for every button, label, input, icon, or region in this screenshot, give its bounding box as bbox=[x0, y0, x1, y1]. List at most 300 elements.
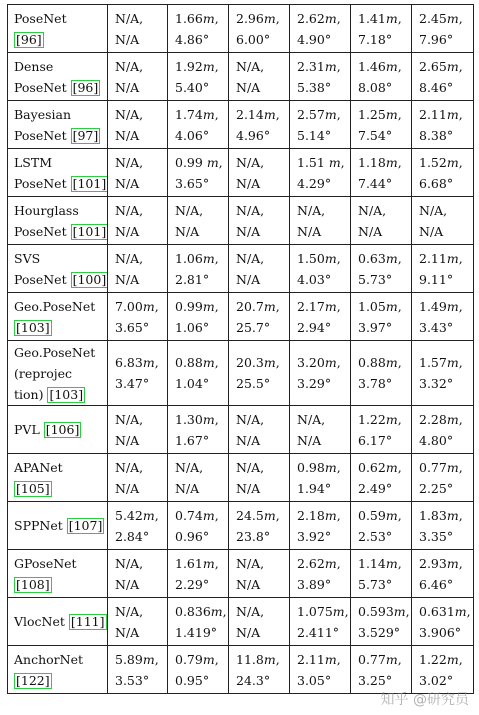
position-error: 1.41m, bbox=[358, 10, 402, 26]
orientation-error: N/A bbox=[236, 432, 261, 448]
result-cell bbox=[290, 101, 351, 149]
position-error: 0.593m, bbox=[358, 603, 410, 619]
method-name-line: SVS bbox=[14, 250, 41, 266]
watermark: 知乎 @研究员 bbox=[380, 692, 469, 708]
table-row bbox=[8, 646, 474, 694]
method-name-cell bbox=[8, 197, 108, 245]
orientation-error: 2.81° bbox=[175, 271, 210, 287]
orientation-error: 3.53° bbox=[115, 672, 150, 688]
method-name-cell bbox=[8, 646, 108, 694]
position-error: 1.075m, bbox=[297, 603, 349, 619]
result-cell bbox=[290, 454, 351, 502]
position-error: 2.31m, bbox=[297, 58, 341, 74]
result-cell bbox=[168, 293, 229, 341]
result-cell bbox=[168, 101, 229, 149]
orientation-error: 8.08° bbox=[358, 79, 393, 95]
method-name-cell bbox=[8, 454, 108, 502]
orientation-error: 3.89° bbox=[297, 576, 332, 592]
method-name-line: VlocNet [111] bbox=[14, 614, 105, 629]
position-error: 0.88m, bbox=[175, 355, 219, 370]
citation-link[interactable]: [106] bbox=[45, 422, 80, 437]
citation-link[interactable]: [100] bbox=[72, 271, 107, 287]
result-cell bbox=[229, 502, 290, 550]
position-error: N/A, bbox=[115, 58, 144, 74]
result-cell bbox=[168, 550, 229, 598]
position-error: 20.3m, bbox=[236, 355, 280, 370]
orientation-error: 4.86° bbox=[175, 31, 210, 47]
position-error: 1.92m, bbox=[175, 58, 219, 74]
orientation-error: 23.8° bbox=[236, 528, 271, 544]
orientation-error: 3.29° bbox=[297, 376, 332, 391]
table-row bbox=[8, 293, 474, 341]
result-cell bbox=[229, 598, 290, 646]
table-row bbox=[8, 598, 474, 646]
result-cell bbox=[290, 406, 351, 454]
position-error: 0.99 m, bbox=[175, 154, 223, 170]
orientation-error: 4.29° bbox=[297, 175, 332, 191]
position-error: N/A, bbox=[175, 202, 204, 218]
method-name-cell bbox=[8, 341, 108, 406]
orientation-error: 2.25° bbox=[419, 480, 454, 496]
position-error: N/A, bbox=[236, 603, 265, 619]
position-error: 2.11m, bbox=[419, 250, 463, 266]
orientation-error: 7.18° bbox=[358, 31, 393, 47]
result-cell bbox=[412, 341, 474, 406]
orientation-error: 4.90° bbox=[297, 31, 332, 47]
orientation-error: N/A bbox=[236, 79, 261, 95]
table-row bbox=[8, 454, 474, 502]
orientation-error: 2.84° bbox=[115, 528, 150, 544]
result-cell bbox=[108, 101, 168, 149]
table-row bbox=[8, 53, 474, 101]
method-name-line: PoseNet [100] bbox=[14, 271, 107, 287]
method-name-line: PVL [106] bbox=[14, 422, 80, 437]
position-error: 1.52m, bbox=[419, 154, 463, 170]
method-name-line bbox=[14, 317, 104, 338]
orientation-error: N/A bbox=[358, 223, 383, 239]
orientation-error: 2.94° bbox=[297, 319, 332, 335]
result-cell bbox=[229, 454, 290, 502]
position-error: 1.66m, bbox=[175, 10, 219, 26]
result-cell bbox=[108, 341, 168, 406]
result-cell bbox=[412, 406, 474, 454]
result-cell bbox=[108, 646, 168, 694]
position-error: 1.05m, bbox=[358, 298, 402, 314]
result-cell bbox=[412, 502, 474, 550]
result-cell bbox=[229, 53, 290, 101]
position-error: 20.7m, bbox=[236, 298, 280, 314]
orientation-error: 25.5° bbox=[236, 376, 271, 391]
position-error: 0.79m, bbox=[175, 651, 219, 667]
position-error: 0.59m, bbox=[358, 507, 402, 523]
citation-link[interactable]: [96] bbox=[72, 79, 99, 95]
orientation-error: 2.411° bbox=[297, 624, 340, 640]
result-cell bbox=[168, 646, 229, 694]
orientation-error: 5.73° bbox=[358, 576, 393, 592]
result-cell bbox=[108, 245, 168, 293]
method-name-line: AnchorNet bbox=[14, 651, 83, 667]
table-row bbox=[8, 406, 474, 454]
position-error: 2.11m, bbox=[419, 106, 463, 122]
position-error: 0.77m, bbox=[358, 651, 402, 667]
result-cell bbox=[229, 101, 290, 149]
orientation-error: 6.68° bbox=[419, 175, 454, 191]
result-cell bbox=[412, 5, 474, 53]
method-name-cell bbox=[8, 53, 108, 101]
method-name-line bbox=[14, 29, 104, 50]
result-cell bbox=[108, 550, 168, 598]
position-error: N/A, bbox=[115, 411, 144, 427]
orientation-error: 3.65° bbox=[115, 319, 150, 335]
citation-link[interactable]: [103] bbox=[49, 386, 84, 402]
position-error: 6.83m, bbox=[115, 355, 159, 370]
method-name-line: Dense bbox=[14, 58, 54, 74]
position-error: 1.25m, bbox=[358, 106, 402, 122]
result-cell bbox=[290, 293, 351, 341]
position-error: N/A, bbox=[175, 459, 204, 475]
orientation-error: 3.92° bbox=[297, 528, 332, 544]
orientation-error: 4.80° bbox=[419, 432, 454, 448]
orientation-error: N/A bbox=[115, 624, 140, 640]
result-cell bbox=[108, 53, 168, 101]
method-name-line: PoseNet [96] bbox=[14, 79, 99, 95]
position-error: 2.65m, bbox=[419, 58, 463, 74]
orientation-error: 5.73° bbox=[358, 271, 393, 287]
result-cell bbox=[351, 502, 412, 550]
result-cell bbox=[290, 598, 351, 646]
position-error: 2.62m, bbox=[297, 10, 341, 26]
position-error: N/A, bbox=[236, 154, 265, 170]
citation-link[interactable]: [103] bbox=[16, 319, 50, 335]
position-error: N/A, bbox=[236, 555, 265, 571]
position-error: N/A, bbox=[115, 202, 144, 218]
orientation-error: N/A bbox=[236, 271, 261, 287]
orientation-error: 6.46° bbox=[419, 576, 454, 592]
method-name-cell bbox=[8, 406, 108, 454]
result-cell bbox=[351, 341, 412, 406]
orientation-error: 3.32° bbox=[419, 376, 454, 391]
position-error: 2.18m, bbox=[297, 507, 341, 523]
result-cell bbox=[168, 454, 229, 502]
result-cell bbox=[229, 550, 290, 598]
position-error: 0.74m, bbox=[175, 507, 219, 523]
orientation-error: 4.06° bbox=[175, 127, 210, 143]
method-name-line: Bayesian bbox=[14, 106, 72, 122]
position-error: 2.45m, bbox=[419, 10, 463, 26]
position-error: N/A, bbox=[115, 603, 144, 619]
result-cell bbox=[108, 5, 168, 53]
position-error: 0.62m, bbox=[358, 459, 402, 475]
position-error: N/A, bbox=[115, 459, 144, 475]
orientation-error: 3.906° bbox=[419, 624, 462, 640]
method-name-line bbox=[14, 670, 104, 691]
position-error: N/A, bbox=[236, 411, 265, 427]
orientation-error: 7.44° bbox=[358, 175, 393, 191]
result-cell bbox=[290, 149, 351, 197]
method-name-line: Geo.PoseNet bbox=[14, 344, 96, 360]
method-name-cell bbox=[8, 598, 108, 646]
method-name-line bbox=[14, 478, 104, 499]
result-cell bbox=[351, 197, 412, 245]
result-cell bbox=[168, 598, 229, 646]
position-error: N/A, bbox=[236, 58, 265, 74]
position-error: 2.57m, bbox=[297, 106, 341, 122]
orientation-error: N/A bbox=[175, 480, 200, 496]
orientation-error: 8.46° bbox=[419, 79, 454, 95]
orientation-error: N/A bbox=[236, 576, 261, 592]
result-cell bbox=[168, 149, 229, 197]
method-name-cell bbox=[8, 245, 108, 293]
position-error: 11.8m, bbox=[236, 651, 280, 667]
method-name-line: (reprojec bbox=[14, 365, 73, 381]
result-cell bbox=[168, 245, 229, 293]
table-row bbox=[8, 149, 474, 197]
position-error: N/A, bbox=[419, 202, 448, 218]
result-cell bbox=[351, 53, 412, 101]
method-name-line: PoseNet [101] bbox=[14, 223, 107, 239]
result-cell bbox=[229, 293, 290, 341]
method-name-line bbox=[14, 574, 104, 595]
citation-link[interactable]: [97] bbox=[72, 127, 99, 143]
position-error: 2.14m, bbox=[236, 106, 280, 122]
position-error: 1.74m, bbox=[175, 106, 219, 122]
result-cell bbox=[168, 406, 229, 454]
position-error: 1.83m, bbox=[419, 507, 463, 523]
citation-link[interactable]: [107] bbox=[68, 518, 103, 533]
result-cell bbox=[351, 293, 412, 341]
orientation-error: 3.529° bbox=[358, 624, 401, 640]
position-error: N/A, bbox=[115, 555, 144, 571]
position-error: 1.06m, bbox=[175, 250, 219, 266]
position-error: N/A, bbox=[297, 411, 326, 427]
method-name-cell bbox=[8, 502, 108, 550]
position-error: 2.11m, bbox=[297, 651, 341, 667]
table-body bbox=[8, 5, 474, 694]
position-error: 0.88m, bbox=[358, 355, 402, 370]
position-error: N/A, bbox=[115, 154, 144, 170]
position-error: 2.62m, bbox=[297, 555, 341, 571]
orientation-error: 3.97° bbox=[358, 319, 393, 335]
orientation-error: 9.11° bbox=[419, 271, 454, 287]
table-row bbox=[8, 502, 474, 550]
position-error: 1.18m, bbox=[358, 154, 402, 170]
result-cell bbox=[412, 454, 474, 502]
orientation-error: 1.06° bbox=[175, 319, 210, 335]
position-error: 1.49m, bbox=[419, 298, 463, 314]
orientation-error: N/A bbox=[115, 79, 140, 95]
position-error: N/A, bbox=[358, 202, 387, 218]
result-cell bbox=[290, 5, 351, 53]
result-cell bbox=[229, 646, 290, 694]
result-cell bbox=[168, 341, 229, 406]
result-cell bbox=[290, 341, 351, 406]
position-error: N/A, bbox=[236, 202, 265, 218]
result-cell bbox=[290, 646, 351, 694]
orientation-error: 8.38° bbox=[419, 127, 454, 143]
result-cell bbox=[168, 53, 229, 101]
result-cell bbox=[229, 341, 290, 406]
position-error: 2.17m, bbox=[297, 298, 341, 314]
orientation-error: 5.14° bbox=[297, 127, 332, 143]
result-cell bbox=[229, 245, 290, 293]
position-error: 1.22m, bbox=[358, 411, 402, 427]
citation-link[interactable]: [101] bbox=[72, 223, 107, 239]
result-cell bbox=[168, 5, 229, 53]
orientation-error: 3.47° bbox=[115, 376, 150, 391]
citation-link[interactable]: [122] bbox=[16, 672, 50, 688]
orientation-error: 5.40° bbox=[175, 79, 210, 95]
position-error: 3.20m, bbox=[297, 355, 341, 370]
table-row bbox=[8, 550, 474, 598]
orientation-error: N/A bbox=[115, 480, 140, 496]
orientation-error: N/A bbox=[236, 480, 261, 496]
position-error: 5.42m, bbox=[115, 507, 159, 523]
result-cell bbox=[412, 598, 474, 646]
table-row bbox=[8, 5, 474, 53]
result-cell bbox=[229, 406, 290, 454]
citation-link[interactable]: [105] bbox=[16, 480, 50, 496]
method-name-line: GPoseNet bbox=[14, 555, 77, 571]
position-error: N/A, bbox=[236, 250, 265, 266]
orientation-error: 3.02° bbox=[419, 672, 454, 688]
method-name-line: Geo.PoseNet bbox=[14, 298, 96, 314]
position-error: 1.57m, bbox=[419, 355, 463, 370]
table-row bbox=[8, 245, 474, 293]
result-cell bbox=[108, 502, 168, 550]
method-name-line: Hourglass bbox=[14, 202, 79, 218]
orientation-error: 1.419° bbox=[175, 624, 218, 640]
method-name-line: tion) [103] bbox=[14, 386, 84, 402]
result-cell bbox=[412, 101, 474, 149]
orientation-error: N/A bbox=[419, 223, 444, 239]
orientation-error: 3.25° bbox=[358, 672, 393, 688]
citation-link[interactable]: [101] bbox=[72, 175, 107, 191]
result-cell bbox=[108, 197, 168, 245]
orientation-error: 5.38° bbox=[297, 79, 332, 95]
orientation-error: 3.43° bbox=[419, 319, 454, 335]
orientation-error: N/A bbox=[115, 31, 140, 47]
orientation-error: N/A bbox=[297, 432, 322, 448]
result-cell bbox=[290, 502, 351, 550]
result-cell bbox=[351, 646, 412, 694]
position-error: 5.89m, bbox=[115, 651, 159, 667]
method-name-cell bbox=[8, 101, 108, 149]
method-name-line: PoseNet [97] bbox=[14, 127, 99, 143]
result-cell bbox=[290, 197, 351, 245]
result-cell bbox=[412, 646, 474, 694]
method-name-line: APANet bbox=[14, 459, 63, 475]
result-cell bbox=[108, 598, 168, 646]
position-error: N/A, bbox=[115, 106, 144, 122]
orientation-error: 4.96° bbox=[236, 127, 271, 143]
result-cell bbox=[290, 550, 351, 598]
position-error: 1.22m, bbox=[419, 651, 463, 667]
result-cell bbox=[412, 53, 474, 101]
result-cell bbox=[108, 454, 168, 502]
position-error: 2.96m, bbox=[236, 10, 280, 26]
position-error: 1.51 m, bbox=[297, 154, 345, 170]
method-name-line: SPPNet [107] bbox=[14, 518, 103, 533]
result-cell bbox=[351, 245, 412, 293]
method-name-cell bbox=[8, 149, 108, 197]
position-error: 1.30m, bbox=[175, 411, 219, 427]
orientation-error: 2.49° bbox=[358, 480, 393, 496]
orientation-error: N/A bbox=[115, 576, 140, 592]
result-cell bbox=[229, 197, 290, 245]
orientation-error: 3.78° bbox=[358, 376, 393, 391]
position-error: 0.631m, bbox=[419, 603, 471, 619]
orientation-error: N/A bbox=[115, 223, 140, 239]
orientation-error: 2.53° bbox=[358, 528, 393, 544]
result-cell bbox=[412, 197, 474, 245]
result-cell bbox=[351, 598, 412, 646]
position-error: N/A, bbox=[297, 202, 326, 218]
orientation-error: 0.96° bbox=[175, 528, 210, 544]
result-cell bbox=[168, 197, 229, 245]
orientation-error: 4.03° bbox=[297, 271, 332, 287]
method-name-line: LSTM bbox=[14, 154, 53, 170]
orientation-error: 24.3° bbox=[236, 672, 271, 688]
orientation-error: 25.7° bbox=[236, 319, 271, 335]
position-error: 1.14m, bbox=[358, 555, 402, 571]
orientation-error: 7.54° bbox=[358, 127, 393, 143]
orientation-error: 1.04° bbox=[175, 376, 210, 391]
orientation-error: N/A bbox=[297, 223, 322, 239]
result-cell bbox=[290, 245, 351, 293]
orientation-error: N/A bbox=[236, 223, 261, 239]
orientation-error: N/A bbox=[115, 175, 140, 191]
result-cell bbox=[412, 245, 474, 293]
orientation-error: 0.95° bbox=[175, 672, 210, 688]
method-name-line: PoseNet bbox=[14, 10, 67, 26]
result-cell bbox=[351, 101, 412, 149]
orientation-error: 1.67° bbox=[175, 432, 210, 448]
position-error: N/A, bbox=[115, 250, 144, 266]
citation-link[interactable]: [111] bbox=[70, 614, 105, 629]
result-cell bbox=[351, 149, 412, 197]
method-name-line: PoseNet [101] bbox=[14, 175, 107, 191]
result-cell bbox=[351, 454, 412, 502]
position-error: 1.50m, bbox=[297, 250, 341, 266]
result-cell bbox=[108, 406, 168, 454]
citation-link[interactable]: [96] bbox=[16, 31, 42, 47]
orientation-error: 6.00° bbox=[236, 31, 271, 47]
result-cell bbox=[412, 550, 474, 598]
result-cell bbox=[108, 293, 168, 341]
table-row bbox=[8, 197, 474, 245]
result-cell bbox=[412, 149, 474, 197]
position-error: 1.61m, bbox=[175, 555, 219, 571]
citation-link[interactable]: [108] bbox=[16, 576, 50, 592]
method-name-cell bbox=[8, 5, 108, 53]
position-error: 0.77m, bbox=[419, 459, 463, 475]
position-error: 1.46m, bbox=[358, 58, 402, 74]
method-name-cell bbox=[8, 293, 108, 341]
result-cell bbox=[229, 5, 290, 53]
orientation-error: 2.29° bbox=[175, 576, 210, 592]
result-cell bbox=[351, 406, 412, 454]
orientation-error: 6.17° bbox=[358, 432, 393, 448]
orientation-error: 3.65° bbox=[175, 175, 210, 191]
orientation-error: N/A bbox=[115, 432, 140, 448]
table-row bbox=[8, 101, 474, 149]
position-error: 0.98m, bbox=[297, 459, 341, 475]
orientation-error: N/A bbox=[115, 127, 140, 143]
orientation-error: N/A bbox=[236, 624, 261, 640]
position-error: 0.63m, bbox=[358, 250, 402, 266]
position-error: 2.93m, bbox=[419, 555, 463, 571]
orientation-error: N/A bbox=[175, 223, 200, 239]
